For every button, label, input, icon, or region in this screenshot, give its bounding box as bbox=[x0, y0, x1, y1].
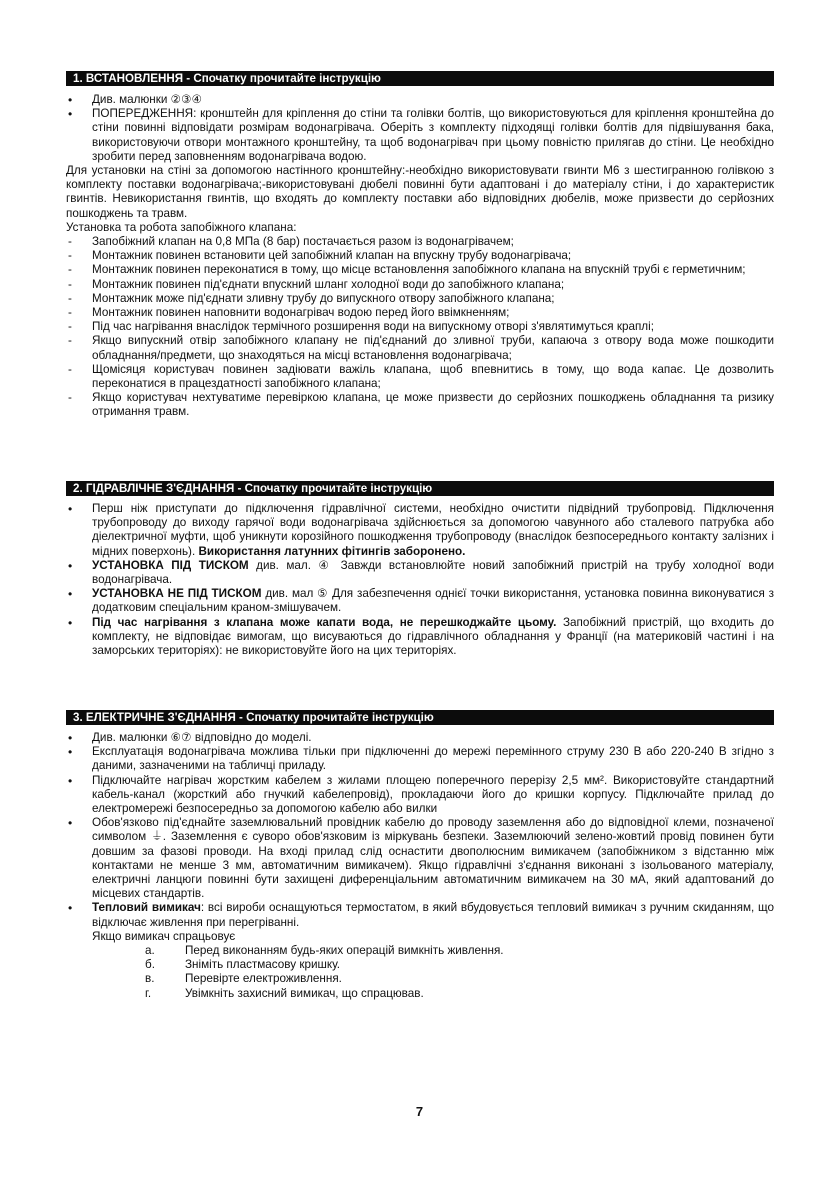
list-item: - Якщо випускний отвір запобіжного клапану не під'єднаний до зливної труби, капаюча з отвору вода може пошкодити обладнання/предмети, що знаходяться на місці встановлення водонагрівача; bbox=[66, 334, 774, 362]
list-item: • Обов'язково під'єднайте заземлювальний провідник кабелю до проводу заземлення або до відповідної клеми, позначеної символом ⏚. Заземлення є суворо обов'язковим із міркувань безпеки. Заземлюючий зелено-жовтий провід повинен бути довшим за фазові проводи. На вході прилад слід оснастити двополюсним вимикачем (запобіжником з відстанню між контактами не менше 3 мм, автоматичним вимикачем). Якщо гідравлічні з'єднання виконані з ізольованого матеріалу, електричні ланцюги повинні бути захищені диференціальним автоматичним вимикачем на 30 мА, який адаптований до місцевих стандартів. bbox=[66, 816, 774, 901]
item-text: Запобіжний пристрій, що входить до комплекту, не відповідає вимогам, що висуваються до гідравлічного обладнання у Франції (на материковій частині і на заморських територіях): не використовуйте його на цих територіях. bbox=[92, 615, 775, 658]
section-3-heading: 3. ЕЛЕКТРИЧНЕ З'ЄДНАННЯ - Спочатку прочитайте інструкцію bbox=[66, 710, 774, 725]
list-item: • ПОПЕРЕДЖЕННЯ: кронштейн для кріплення до стіни та голівки болтів, що використовуються для кріплення кронштейна до стіни повинні відповідати розмірам водонагрівача. Оберіть з комплекту підходящі голівки болтів для підвішування бака, використовуючи отвори монтажного кронштейну, та щоб водонагрівач при цьому повністю прилягав до стіни. Це необхідно зробити перед заповненням водонагрівача водою. bbox=[66, 107, 774, 164]
step-marker: г. bbox=[145, 986, 152, 1000]
list-item bbox=[66, 616, 774, 659]
step-marker: а. bbox=[145, 944, 155, 958]
list-item: • Підключайте нагрівач жорстким кабелем з жилами площею поперечного перерізу 2,5 мм². Використовуйте стандартний кабель-канал (жорсткий або гнучкий кабелепровід), прокладаючи його до кришки корпусу. Підключайте прилад до електромережі безпосередньо за допомогою кабелю або вилки bbox=[66, 774, 774, 817]
list-item: - Монтажник повинен переконатися в тому, що місце встановлення запобіжного клапана на впускній трубі є герметичним; bbox=[66, 263, 774, 277]
step-text: Перевірте електроживлення. bbox=[185, 972, 342, 986]
list-item bbox=[66, 502, 774, 559]
section-1-body bbox=[66, 93, 774, 420]
step-text: Зніміть пластмасову кришку. bbox=[185, 958, 341, 972]
item-text: : всі вироби оснащуються термостатом, в який вбудовується тепловий вимикач з ручним скиданням, що відключає живлення при перегріванні. bbox=[92, 901, 774, 929]
trip-intro: Якщо вимикач спрацьовує bbox=[92, 929, 236, 943]
section-2-body bbox=[66, 502, 774, 658]
item-text: Перш ніж приступати до підключення гідравлічної системи, необхідно очистити підвідний трубопровід. Підключення трубопроводу до виходу гарячої води водонагрівача здійснюється за допомогою чавунного або сталевого патрубка або діелектричної муфти, щоб уникнути корозійного пошкодження трубопроводу (внаслідок безпосереднього контакту залізних і мідних поверхонь). bbox=[92, 502, 774, 558]
list-item: - Щомісяця користувач повинен задіювати важіль клапана, щоб впевнитись в тому, що вода капає. Це дозволить переконатися в працездатності запобіжного клапана; bbox=[66, 363, 774, 391]
list-item bbox=[145, 987, 774, 1001]
section-3-body bbox=[66, 731, 774, 1001]
item-lead: УСТАНОВКА НЕ ПІД ТИСКОМ bbox=[92, 587, 262, 601]
list-item: - Монтажник повинен встановити цей запобіжний клапан на впускну трубу водонагрівача; bbox=[66, 249, 774, 263]
section-1-heading: 1. ВСТАНОВЛЕННЯ - Спочатку прочитайте інструкцію bbox=[66, 71, 774, 86]
section-2-heading: 2. ГІДРАВЛІЧНЕ З'ЄДНАННЯ - Спочатку прочитайте інструкцію bbox=[66, 481, 774, 496]
item-text: див. мал. ④ Завжди встановлюйте новий запобіжний пристрій на трубу холодної води водонагрівача. bbox=[92, 558, 774, 587]
list-item bbox=[66, 587, 774, 615]
item-lead: Під час нагрівання з клапана може капати вода, не перешкоджайте цьому. bbox=[92, 615, 557, 629]
section-2-bullets bbox=[66, 502, 774, 658]
list-item: - Під час нагрівання внаслідок термічного розширення води на випускному отворі з'являтимуться краплі; bbox=[66, 320, 774, 334]
step-text: Увімкніть захисний вимикач, що спрацював. bbox=[185, 986, 424, 1000]
list-item bbox=[145, 944, 774, 958]
list-item: - Монтажник може під'єднати зливну трубу до випускного отвору запобіжного клапана; bbox=[66, 292, 774, 306]
list-item: - Якщо користувач нехтуватиме перевіркою клапана, це може призвести до серйозних пошкоджень обладнання та ризику отримання травм. bbox=[66, 391, 774, 419]
mounting-paragraph: Для установки на стіні за допомогою настінного кронштейну:-необхідно використовувати гвинти М6 з шестигранною голівкою з комплекту поставки водонагрівача;-використовувані дюбелі повинні бути адаптовані і до матеріалу стіни, і до характеристик гвинтів. Невикористання гвинтів, що входять до комплекту поставки або відповідних дюбелів, може призвести до серйозних пошкоджень та травм. bbox=[66, 164, 774, 220]
list-item: - Запобіжний клапан на 0,8 МПа (8 бар) постачається разом із водонагрівачем; bbox=[66, 235, 774, 249]
step-marker: в. bbox=[145, 972, 155, 986]
section-3-bullets bbox=[66, 731, 774, 944]
list-item bbox=[145, 972, 774, 986]
step-marker: б. bbox=[145, 958, 155, 972]
valve-title: Установка та робота запобіжного клапана: bbox=[66, 220, 297, 234]
page-number: 7 bbox=[415, 1104, 424, 1119]
list-item: • Див. малюнки ②③④ bbox=[66, 93, 774, 107]
list-item bbox=[66, 901, 774, 944]
item-lead: УСТАНОВКА ПІД ТИСКОМ bbox=[92, 558, 249, 572]
brass-fittings-warning: Використання латунних фітингів заборонено. bbox=[198, 544, 466, 558]
step-text: Перед виконанням будь-яких операцій вимкніть живлення. bbox=[185, 944, 504, 958]
valve-instructions bbox=[66, 235, 774, 420]
reset-steps bbox=[66, 944, 774, 1001]
list-item: • Див. малюнки ⑥⑦ відповідно до моделі. bbox=[66, 731, 774, 745]
list-item: - Монтажник повинен під'єднати впускний шланг холодної води до запобіжного клапана; bbox=[66, 278, 774, 292]
list-item bbox=[145, 958, 774, 972]
item-lead: Тепловий вимикач bbox=[92, 901, 201, 915]
section-1-bullets bbox=[66, 93, 774, 164]
item-text: див. мал ⑤ Для забезпечення однієї точки використання, установка повинна виконуватися з додатковим спеціальним краном-змішувачем. bbox=[92, 587, 775, 615]
list-item bbox=[66, 559, 774, 587]
list-item: • Експлуатація водонагрівача можлива тільки при підключенні до мережі перемінного струму 230 В або 220-240 В згідно з даними, зазначеними на табличці приладу. bbox=[66, 745, 774, 773]
list-item: - Монтажник повинен наповнити водонагрівач водою перед його ввімкненням; bbox=[66, 306, 774, 320]
